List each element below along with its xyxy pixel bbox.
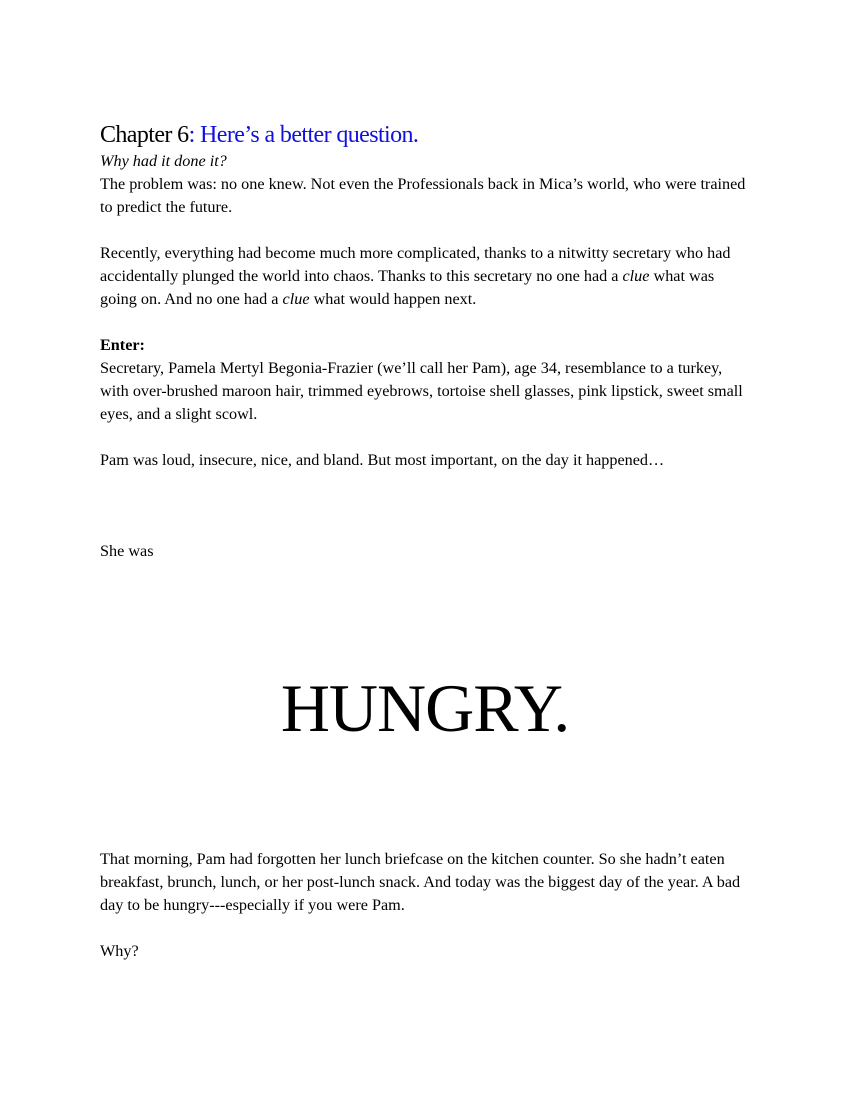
paragraph-pam-loud: Pam was loud, insecure, nice, and bland. But most important, on the day it happened… — [100, 451, 665, 469]
paragraph-gap — [100, 219, 750, 242]
paragraph-she-was: She was — [100, 542, 154, 560]
enter-label: Enter: — [100, 336, 145, 354]
paragraph-gap — [100, 311, 750, 334]
paragraph-recently-text-3: what would happen next. — [309, 290, 477, 308]
chapter-title: Here’s a better question. — [200, 122, 419, 148]
emphasis-clue-1: clue — [622, 267, 650, 285]
paragraph-gap-large — [100, 472, 750, 540]
paragraph-problem: The problem was: no one knew. Not even the Professionals back in Mica’s world, who were trained to predict the future. — [100, 175, 746, 216]
emphasis-clue-2: clue — [282, 290, 310, 308]
chapter-separator: : — [188, 122, 201, 148]
paragraph-secretary: Secretary, Pamela Mertyl Begonia-Frazier (we’ll call her Pam), age 34, resemblance to a turkey, with over-brushed maroon hair, trimmed eyebrows, tortoise shell glasses, pink lipstick, sweet small eyes, and a slight scowl. — [100, 359, 743, 423]
paragraph-recently-text-1: Recently, everything had become much more complicated, thanks to a nitwitty secretary who had accidentally plunged the world into chaos. Thanks to this secretary no one had a — [100, 244, 731, 285]
document-body-lower — [100, 848, 750, 963]
paragraph-recently-text-2: what was going on. And no one had a — [100, 267, 715, 308]
document-body — [100, 120, 750, 563]
paragraph-that-morning: That morning, Pam had forgotten her lunch briefcase on the kitchen counter. So she hadn’t eaten breakfast, brunch, lunch, or her post-lunch snack. And today was the biggest day of the year. A bad day to be hungry---especially if you were Pam. — [100, 850, 741, 914]
paragraph-why: Why? — [100, 942, 139, 960]
chapter-heading — [100, 120, 750, 150]
paragraph-gap — [100, 917, 750, 940]
paragraph-gap — [100, 426, 750, 449]
paragraph-recently — [100, 242, 750, 311]
chapter-label: Chapter 6 — [100, 122, 189, 148]
hungry-word: HUNGRY. — [280, 670, 570, 746]
chapter-subtitle: Why had it done it? — [100, 152, 227, 170]
hungry-block — [0, 668, 850, 748]
